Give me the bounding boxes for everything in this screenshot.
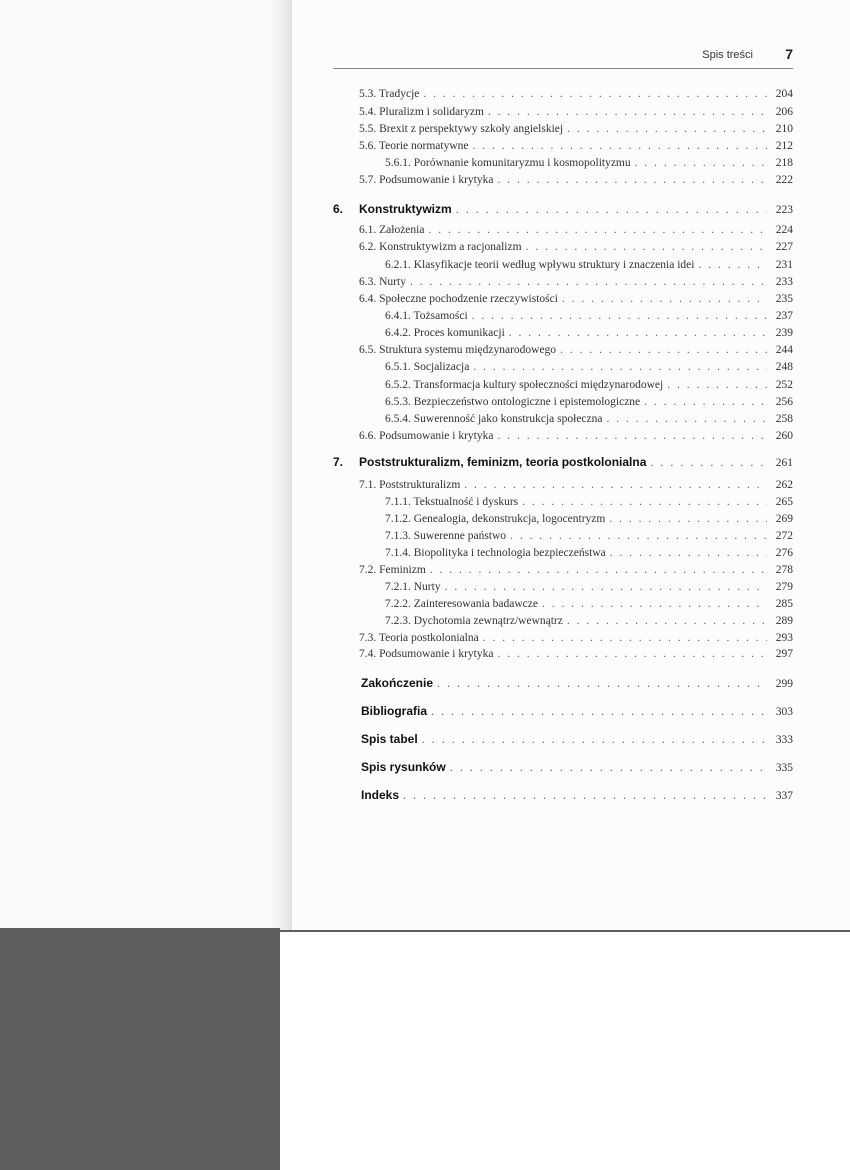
dot-leader [472, 140, 767, 152]
toc-entry-page: 279 [775, 581, 793, 593]
toc-entry-label [385, 513, 605, 525]
chapter-number: 7. [333, 455, 344, 469]
toc-entry-page: 269 [775, 513, 793, 525]
dot-leader [497, 648, 767, 660]
toc-entry-title: 7.1.1. Tekstualność i dyskurs [385, 496, 519, 508]
toc-entry-page: 293 [775, 632, 793, 644]
dot-leader [567, 123, 767, 135]
toc-entry-label [359, 174, 493, 186]
toc-entry-label [359, 241, 522, 253]
dot-leader [698, 259, 767, 271]
toc-section-row [359, 106, 793, 124]
toc-entry-title: 6.6. Podsumowanie i krytyka [359, 430, 494, 442]
toc-entry-label [333, 455, 646, 469]
dot-leader [667, 379, 767, 391]
dot-leader [497, 430, 767, 442]
toc-entry-page: 337 [775, 790, 793, 802]
dot-leader [423, 88, 767, 100]
toc-entry-page: 239 [775, 327, 793, 339]
toc-section-row [359, 276, 793, 294]
toc-entry-label [359, 564, 426, 576]
toc-entry-label [385, 361, 469, 373]
toc-entry-page: 231 [775, 259, 793, 271]
toc-entry-page: 276 [775, 547, 793, 559]
dot-leader [510, 530, 767, 542]
toc-entry-page: 252 [775, 379, 793, 391]
toc-section-row [359, 140, 793, 158]
toc-entry-label [385, 379, 663, 391]
toc-section-row [359, 241, 793, 259]
toc-entry-label [385, 413, 602, 425]
toc-entry-label [359, 224, 424, 236]
toc-entry-page: 262 [775, 479, 793, 491]
toc-entry-page: 303 [775, 706, 793, 718]
toc-entry-title: 6.3. Nurty [359, 276, 406, 288]
toc-entry-title: 7.2.1. Nurty [385, 581, 441, 593]
toc-entry-label [385, 496, 518, 508]
toc-entry-label [359, 106, 484, 118]
toc-section-row [385, 413, 793, 431]
chapter-number: 6. [333, 202, 344, 216]
toc-entry-title: 5.6.1. Porównanie komunitaryzmu i kosmopolityzmu [385, 157, 631, 169]
toc-entry-title: 6.1. Założenia [359, 224, 425, 236]
toc-section-row [359, 648, 793, 666]
toc-entry-label [361, 732, 418, 746]
toc-section-row [385, 310, 793, 328]
toc-section-row [385, 615, 793, 633]
dot-leader [430, 564, 767, 576]
toc-entry-page: 333 [775, 734, 793, 746]
page-number: 7 [785, 46, 793, 62]
toc-chapter-row [361, 704, 793, 722]
toc-section-row [385, 361, 793, 379]
dot-leader [472, 310, 767, 322]
toc-entry-page: 218 [775, 157, 793, 169]
dot-leader [410, 276, 767, 288]
toc-section-row [359, 479, 793, 497]
toc-entry-title: 6.2. Konstruktywizm a racjonalizm [359, 241, 522, 253]
toc-entry-title: Poststrukturalizm, feminizm, teoria postkolonialna [359, 455, 647, 469]
toc-section-row [359, 293, 793, 311]
dot-leader [635, 157, 767, 169]
dot-leader [610, 547, 767, 559]
toc-entry-title: 6.5.3. Bezpieczeństwo ontologiczne i epistemologiczne [385, 396, 641, 408]
dot-leader [464, 479, 767, 491]
toc-entry-page: 224 [775, 224, 793, 236]
running-header [333, 44, 793, 69]
toc-entry-label [385, 547, 606, 559]
toc-entry-label [385, 581, 441, 593]
toc-entry-label [359, 632, 479, 644]
dot-leader [437, 676, 767, 691]
toc-entry-label [359, 344, 556, 356]
toc-entry-title: Zakończenie [361, 676, 434, 690]
dot-leader [497, 174, 767, 186]
toc-entry-page: 258 [775, 413, 793, 425]
toc-section-row [385, 259, 793, 277]
toc-entry-label [385, 259, 694, 271]
toc-entry-title: Spis rysunków [361, 760, 446, 774]
toc-entry-label [385, 157, 631, 169]
toc-section-row [385, 327, 793, 345]
dot-leader [650, 455, 767, 470]
toc-section-row [359, 430, 793, 448]
toc-entry-title: 6.4.2. Proces komunikacji [385, 327, 505, 339]
toc-entry-label [359, 648, 493, 660]
toc-entry-label [385, 530, 506, 542]
toc-section-row [385, 598, 793, 616]
toc-entry-label [359, 276, 406, 288]
toc-section-row [359, 564, 793, 582]
toc-section-row [385, 379, 793, 397]
dot-leader [403, 788, 767, 803]
toc-entry-label [385, 598, 538, 610]
dot-leader [456, 202, 767, 217]
toc-entry-title: 5.5. Brexit z perspektywy szkoły angielskiej [359, 123, 564, 135]
toc-entry-label [361, 704, 427, 718]
toc-section-row [359, 344, 793, 362]
toc-entry-label [359, 123, 563, 135]
toc-entry-page: 223 [775, 204, 793, 216]
dot-leader [526, 241, 767, 253]
toc-entry-label [359, 140, 468, 152]
dot-leader [422, 732, 767, 747]
dot-leader [522, 496, 767, 508]
toc-entry-page: 233 [775, 276, 793, 288]
toc-entry-label [361, 788, 399, 802]
toc-entry-title: Spis tabel [361, 732, 418, 746]
dot-leader [428, 224, 767, 236]
toc-entry-label [359, 293, 558, 305]
bottom-sheet [280, 932, 850, 1170]
toc-entry-page: 297 [775, 648, 793, 660]
toc-entry-page: 212 [775, 140, 793, 152]
toc-entry-page: 260 [775, 430, 793, 442]
running-header-title: Spis treści [702, 49, 753, 61]
toc-entry-title: 6.4. Społeczne pochodzenie rzeczywistości [359, 293, 558, 305]
toc-entry-title: 5.3. Tradycje [359, 88, 420, 100]
toc-entry-title: Bibliografia [361, 704, 428, 718]
toc-chapter-row [361, 732, 793, 750]
toc-entry-page: 285 [775, 598, 793, 610]
toc-entry-label [359, 88, 419, 100]
toc-section-row [385, 157, 793, 175]
toc-entry-label [361, 760, 446, 774]
toc-entry-title: Indeks [361, 788, 400, 802]
dot-leader [562, 293, 767, 305]
toc-section-row [385, 513, 793, 531]
toc-entry-title: 6.5.2. Transformacja kultury społeczności międzynarodowej [385, 379, 664, 391]
toc-entry-title: 7.4. Podsumowanie i krytyka [359, 648, 494, 660]
toc-entry-label [385, 310, 468, 322]
dot-leader [431, 704, 767, 719]
toc-section-row [385, 496, 793, 514]
toc-entry-page: 265 [775, 496, 793, 508]
toc-entry-page: 335 [775, 762, 793, 774]
toc-entry-page: 210 [775, 123, 793, 135]
toc-section-row [385, 581, 793, 599]
toc-entry-title: 6.5.1. Socjalizacja [385, 361, 470, 373]
toc-entry-title: 7.1. Poststrukturalizm [359, 479, 461, 491]
toc-entry-title: 7.1.2. Genealogia, dekonstrukcja, logocentryzm [385, 513, 606, 525]
toc-chapter-row [361, 676, 793, 694]
dot-leader [483, 632, 767, 644]
toc-entry-title: 7.3. Teoria postkolonialna [359, 632, 479, 644]
toc-entry-title: 6.5.4. Suwerenność jako konstrukcja społeczna [385, 413, 603, 425]
dot-leader [644, 396, 767, 408]
toc-section-row [359, 123, 793, 141]
toc-entry-title: 7.2.3. Dychotomia zewnątrz/wewnątrz [385, 615, 563, 627]
toc-chapter-row [361, 788, 793, 806]
toc-section-row [385, 547, 793, 565]
toc-entry-page: 204 [775, 88, 793, 100]
toc-entry-page: 244 [775, 344, 793, 356]
toc-entry-label [385, 396, 640, 408]
dot-leader [567, 615, 767, 627]
toc-section-row [359, 88, 793, 106]
dot-leader [606, 413, 767, 425]
toc-entry-title: 7.1.3. Suwerenne państwo [385, 530, 507, 542]
toc-entry-label [359, 479, 460, 491]
dot-leader [473, 361, 767, 373]
toc-entry-title: Konstruktywizm [359, 202, 452, 216]
toc-entry-page: 278 [775, 564, 793, 576]
toc-entry-page: 235 [775, 293, 793, 305]
toc-entry-page: 299 [775, 678, 793, 690]
toc-entry-title: 6.4.1. Tożsamości [385, 310, 468, 322]
toc-entry-label [361, 676, 433, 690]
toc-entry-label [333, 202, 452, 216]
toc-entry-title: 5.7. Podsumowanie i krytyka [359, 174, 494, 186]
toc-entry-title: 5.4. Pluralizm i solidaryzm [359, 106, 484, 118]
toc-section-row [385, 530, 793, 548]
toc-entry-title: 5.6. Teorie normatywne [359, 140, 469, 152]
toc-entry-title: 7.1.4. Biopolityka i technologia bezpieczeństwa [385, 547, 606, 559]
toc-section-row [359, 224, 793, 242]
toc-entry-page: 222 [775, 174, 793, 186]
toc-entry-title: 6.5. Struktura systemu międzynarodowego [359, 344, 557, 356]
toc-entry-page: 227 [775, 241, 793, 253]
toc-chapter-row [333, 202, 793, 220]
dot-leader [560, 344, 767, 356]
toc-entry-title: 7.2. Feminizm [359, 564, 426, 576]
toc-entry-page: 272 [775, 530, 793, 542]
dot-leader [450, 760, 767, 775]
toc-entry-title: 6.2.1. Klasyfikacje teorii według wpływu struktury i znaczenia idei [385, 259, 695, 271]
toc-entry-page: 289 [775, 615, 793, 627]
toc-entry-title: 7.2.2. Zainteresowania badawcze [385, 598, 538, 610]
toc-entry-page: 206 [775, 106, 793, 118]
toc-section-row [359, 174, 793, 192]
dot-leader [445, 581, 767, 593]
toc-chapter-row [361, 760, 793, 778]
dot-leader [509, 327, 767, 339]
toc-entry-page: 237 [775, 310, 793, 322]
toc-chapter-row [333, 455, 793, 473]
scanner-background [0, 928, 280, 1170]
toc-entry-label [385, 327, 505, 339]
toc-section-row [385, 396, 793, 414]
toc-entry-page: 261 [775, 457, 793, 469]
left-page [0, 0, 292, 930]
toc-entry-page: 256 [775, 396, 793, 408]
toc-entry-page: 248 [775, 361, 793, 373]
toc-entry-label [359, 430, 493, 442]
dot-leader [488, 106, 767, 118]
toc-entry-label [385, 615, 563, 627]
dot-leader [542, 598, 767, 610]
dot-leader [609, 513, 767, 525]
